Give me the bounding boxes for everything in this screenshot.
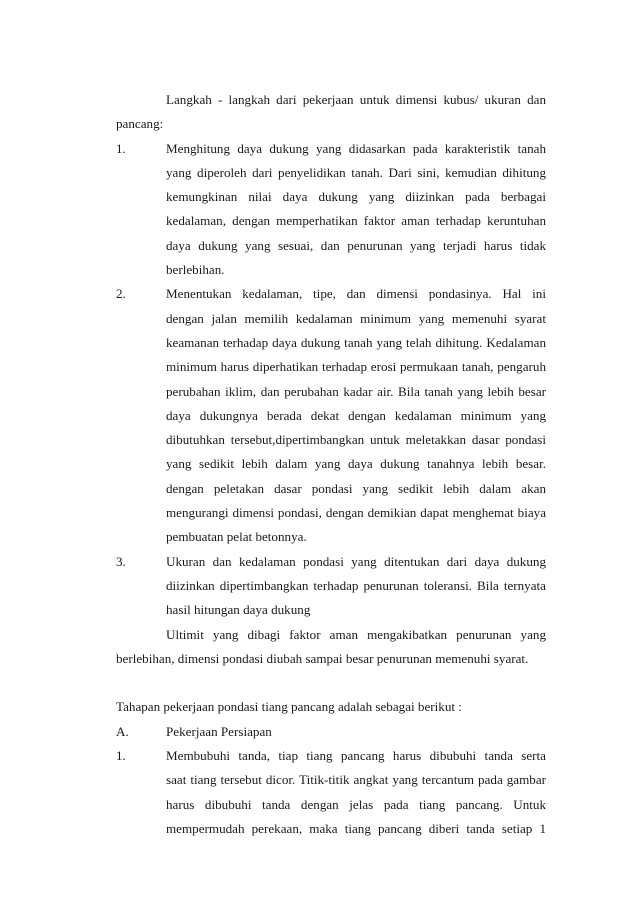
step-2-line-10: mengurangi dimensi pondasi, dengan demikian dapat menghemat biaya [166,505,546,521]
step-1-line-1: Menghitung daya dukung yang didasarkan pada karakteristik tanah [166,140,546,156]
section-a-item-1-line-4: mempermudah perekaan, maka tiang pancang diberi tanda setiap 1 [166,820,546,836]
step-1-line-5: daya dukung yang sesuai, dan penurunan yang terjadi harus tidak [166,237,546,253]
continuation-line-1: Ultimit yang dibagi faktor aman mengakibatkan penurunan yang [166,626,546,642]
section-a [116,720,546,744]
step-2-line-7: dibutuhkan tersebut,dipertimbangkan untuk meletakkan dasar pondasi [166,432,546,448]
step-3-line-1: Ukuran dan kedalaman pondasi yang ditentukan dari daya dukung [166,553,546,569]
section-a-item-1-line-2: saat tiang tersebut dicor. Titik-titik angkat yang tercantum pada gambar [166,772,546,788]
step-2-line-4: minimum harus diperhatikan terhadap erosi permukaan tanah, pengaruh [166,359,546,375]
step-2 [116,282,546,306]
intro-line-1: Langkah - langkah dari pekerjaan untuk dimensi kubus/ ukuran dan [166,92,546,107]
step-3-line-3: hasil hitungan daya dukung [166,602,311,618]
section-a-marker: A. [116,723,129,739]
step-3-line-2: diizinkan dipertimbangkan terhadap penurunan toleransi. Bila ternyata [166,577,546,593]
paragraph-gap [116,671,546,695]
step-1-marker: 1. [116,140,126,156]
step-2-line-8: yang sedikit lebih dalam yang daya dukung tanahnya lebih besar. [166,456,546,472]
document-page [116,88,546,841]
step-2-line-2: dengan jalan memilih kedalaman minimum yang memenuhi syarat [166,310,546,326]
step-3-marker: 3. [116,553,126,569]
section-a-item-1 [116,744,546,768]
step-2-marker: 2. [116,286,126,302]
stages-intro: Tahapan pekerjaan pondasi tiang pancang adalah sebagai berikut : [116,699,462,715]
step-1 [116,137,546,161]
step-2-line-1: Menentukan kedalaman, tipe, dan dimensi pondasinya. Hal ini [166,286,546,302]
step-1-line-2: yang diperoleh dari penyelidikan tanah. Dari sini, kemudian dihitung [166,164,546,180]
step-2-line-3: keamanan terhadap daya dukung tanah yang telah dihitung. Kedalaman [166,334,546,350]
step-1-line-6: berlebihan. [166,262,225,278]
step-2-line-6: daya dukungnya berada dekat dengan kedalaman minimum yang [166,407,546,423]
section-a-item-1-marker: 1. [116,748,126,764]
step-1-line-3: kemungkinan nilai daya dukung yang diizinkan pada berbagai [166,189,546,205]
continuation-line-2: berlebihan, dimensi pondasi diubah sampai besar penurunan memenuhi syarat. [116,650,529,666]
step-2-line-5: perubahan iklim, dan perubahan kadar air. Bila tanah yang lebih besar [166,383,546,399]
step-2-line-9: dengan peletakan dasar pondasi yang sedikit lebih dalam akan [166,480,546,496]
section-a-title: Pekerjaan Persiapan [166,723,272,739]
section-a-item-1-line-1: Membubuhi tanda, tiap tiang pancang harus dibubuhi tanda serta [166,748,546,764]
step-2-line-11: pembuatan pelat betonnya. [166,529,307,545]
step-1-line-4: kedalaman, dengan memperhatikan faktor aman terhadap keruntuhan [166,213,546,229]
section-a-item-1-line-3: harus dibubuhi tanda dengan jelas pada tiang pancang. Untuk [166,796,546,812]
intro-line-2: pancang: [116,116,164,132]
step-3 [116,550,546,574]
